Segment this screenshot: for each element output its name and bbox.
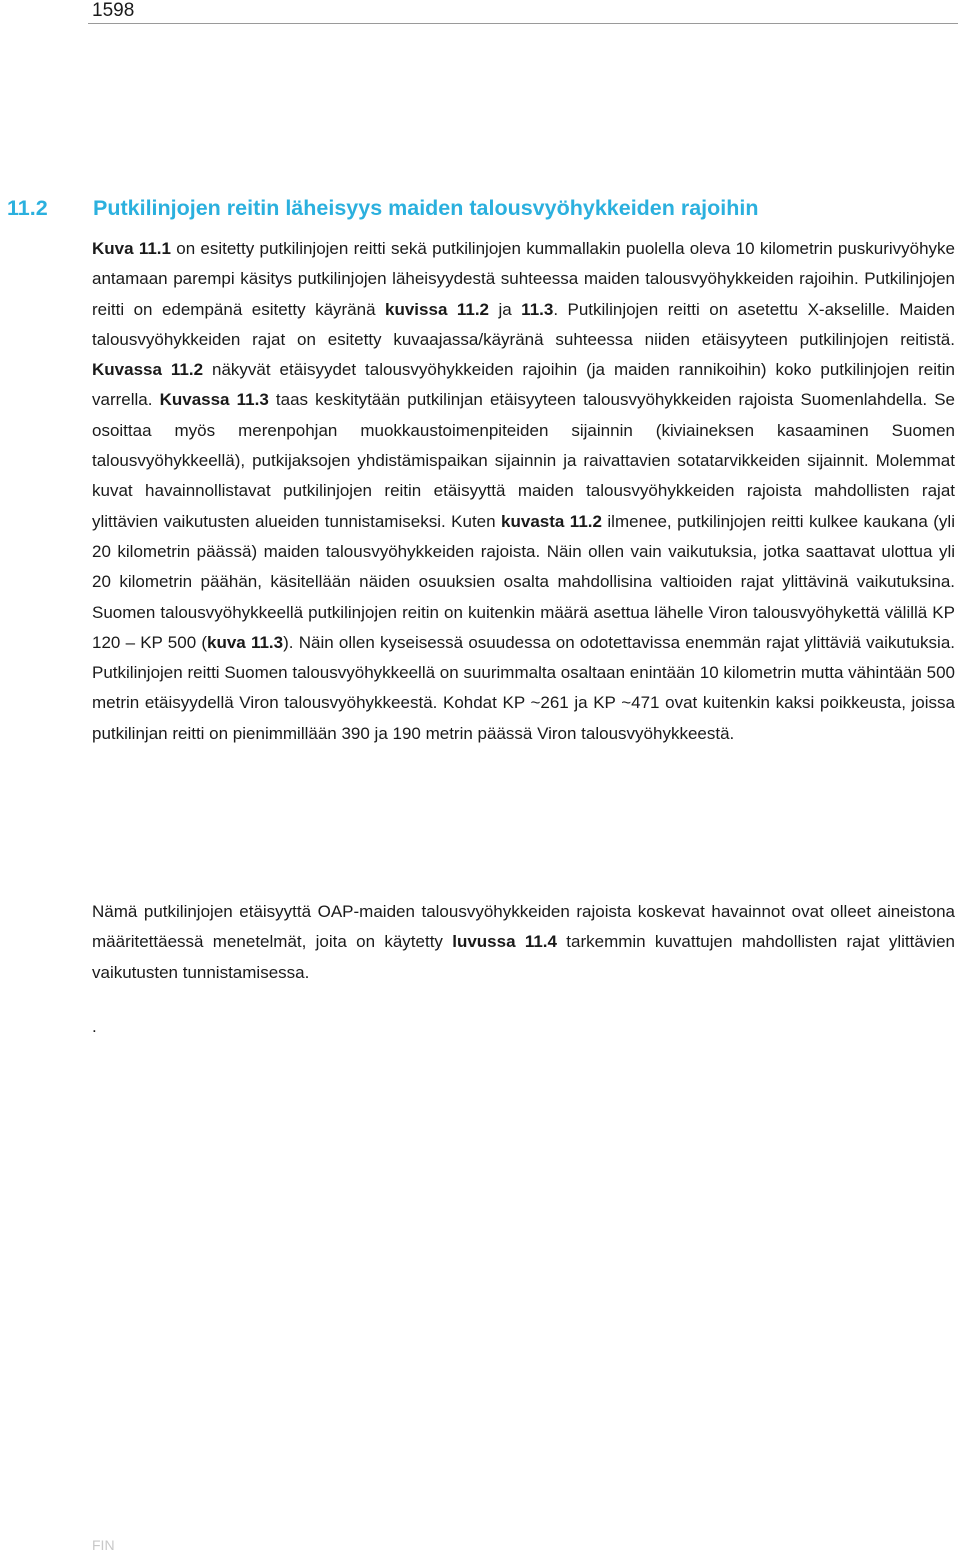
text-run: näkyvät etäisyydet talousvyöhykkeiden rajoihin (ja maiden rannikoihin) koko putkilinjojen reitin varrella. [92,360,955,410]
header-divider [88,23,958,24]
body-paragraph [92,897,955,988]
figure-reference: luvussa 11.4 [452,932,557,952]
figure-reference: Kuvassa 11.2 [92,360,204,380]
figure-reference: Kuva 11.1 [92,239,171,258]
figure-reference: 11.3 [521,299,554,319]
text-run: on esitetty putkilinjojen reitti sekä putkilinjojen kummallakin puolella oleva 10 kilometrin puskurivyöhyke antamaan parempi käsitys putkilinjojen läheisyydestä suhteessa maiden talousvyöhykkeiden rajoihin. Putkilinjojen reitti on edempänä esitetty käyränä [92,239,955,319]
figure-reference: kuva 11.3 [207,632,284,652]
text-run: Nämä putkilinjojen etäisyyttä OAP-maiden talousvyöhykkeiden rajoista koskevat havainnot ovat olleet aineistona määritettäessä menetelmät, joita on käytetty [92,902,955,952]
footer-language-label: FIN [92,1537,115,1553]
text-run: . Putkilinjojen reitti on asetettu X-akselille. Maiden talousvyöhykkeiden rajat on esitetty kuvaajassa/käyränä suhteessa niiden etäisyyteen putkilinjojen reitistä. [92,299,955,349]
text-run: taas keskitytään putkilinjan etäisyyteen talousvyöhykkeiden rajoista Suomenlahdella. Se osoittaa myös merenpohjan muokkaustoimenpiteiden sijainnin (kiviaineksen kasaaminen Suomen talousvyöhykkeellä), putkijaksojen yhdistämispaikan sijainnin ja raivattavien sotatarvikkeiden sijainnit. Molemmat kuvat havainnollistavat putkilinjojen reitin etäisyyttä maiden talousvyöhykkeiden rajoista mahdollisten rajat ylittävien vaikutusten alueiden tunnistamiseksi. Kuten [92,390,956,531]
text-run: ja [489,299,522,319]
section-heading [7,193,947,223]
text-run: ). Näin ollen kyseisessä osuudessa on odotettavissa enemmän rajat ylittäviä vaikutuksia. Putkilinjojen reitti Suomen talousvyöhykkeellä on suurimmalta osaltaan enintään 10 kilometrin mutta vähintään 500 metrin etäisyydellä Viron talousvyöhykkeestä. Kohdat KP ~261 ja KP ~471 ovat kuitenkin kaksi poikkeusta, joissa putkilinjan reitti on pienimmillään 390 ja 190 metrin päässä Viron talousvyöhykkeestä. [92,632,956,743]
figure-reference: kuvasta 11.2 [501,511,602,531]
section-title: Putkilinjojen reitin läheisyys maiden talousvyöhykkeiden rajoihin [93,196,759,220]
section-number: 11.2 [7,196,48,220]
figure-reference: Kuvassa 11.3 [159,390,269,410]
body-paragraph [92,1012,955,1042]
text-run: ilmenee, putkilinjojen reitti kulkee kaukana (yli 20 kilometrin päässä) maiden talousvyöhykkeiden rajoista. Näin ollen vain vaikutuksia, jotka saattavat ulottua yli 20 kilometrin päähän, käsitellään näiden osuuksien osalta mahdollisina valtioiden rajat ylittävinä vaikutuksina. Suomen talousvyöhykkeellä putkilinjojen reitin on kuitenkin määrä asettua lähelle Viron talousvyöhykettä välillä KP 120 – KP 500 ( [92,511,955,652]
text-run: tarkemmin kuvattujen mahdollisten rajat ylittävien vaikutusten tunnistamisessa. [92,932,955,982]
page-number: 1598 [92,0,135,21]
figure-reference: kuvissa 11.2 [385,299,490,319]
body-paragraph [92,234,955,749]
text-run: . [92,1017,97,1036]
